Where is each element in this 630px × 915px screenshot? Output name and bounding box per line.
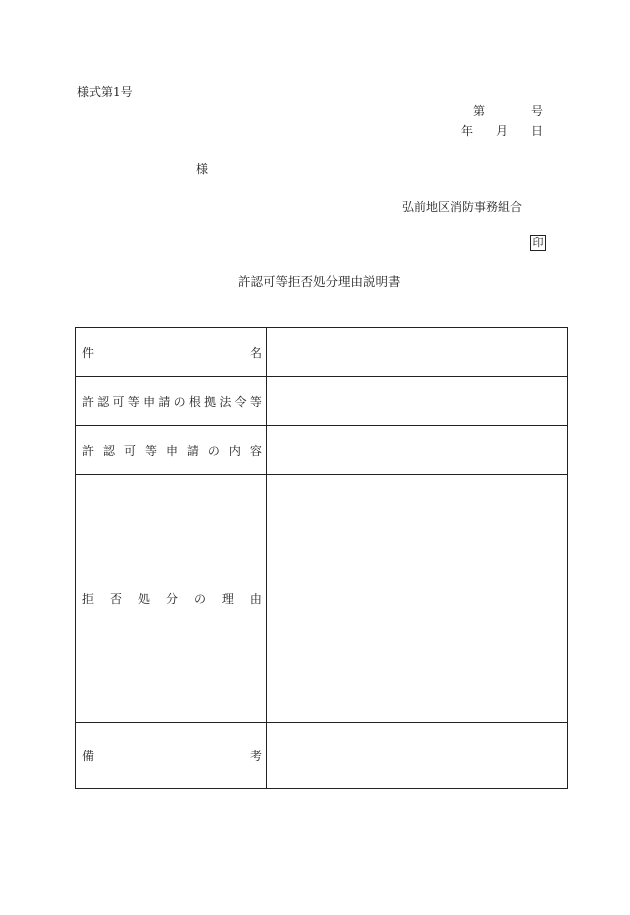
label-char: 許 [82, 394, 95, 409]
table-row-subject [76, 328, 568, 377]
row-label [76, 723, 267, 789]
label-char: 申 [165, 443, 178, 458]
row-label [76, 475, 267, 723]
form-number: 様式第1号 [77, 85, 133, 99]
document-number-prefix: 第 [473, 104, 486, 118]
document-number-suffix: 号 [530, 104, 543, 118]
document-title: 許認可等拒否処分理由説明書 [238, 274, 401, 289]
label-char: 等 [144, 443, 157, 458]
label-char: の [173, 394, 186, 409]
label-char: 容 [249, 443, 262, 458]
label-char: 認 [97, 394, 110, 409]
label-char: 分 [165, 592, 178, 606]
label-char: 否 [109, 592, 122, 606]
document-number [473, 104, 543, 118]
label-char: 等 [249, 394, 262, 409]
table-row-application-content [76, 426, 568, 475]
label-char: 請 [158, 394, 171, 409]
label-char: 考 [249, 749, 262, 763]
label-char: 令 [234, 394, 247, 409]
table-row-remarks [76, 723, 568, 789]
label-char: 拠 [204, 394, 217, 409]
label-char: 等 [127, 394, 140, 409]
label-char: 備 [82, 749, 95, 763]
sender-name: 弘前地区消防事務組合 [402, 200, 523, 214]
addressee-suffix: 様 [196, 162, 209, 176]
label-char: 申 [143, 394, 156, 409]
row-label [76, 426, 267, 475]
document-date [461, 124, 543, 138]
label-char: 根 [188, 394, 201, 409]
label-char: 可 [123, 443, 136, 458]
label-char: 由 [249, 592, 262, 606]
label-char: 請 [186, 443, 199, 458]
form-table [75, 327, 568, 789]
legal-basis-value-cell[interactable] [267, 377, 568, 426]
label-char: 許 [82, 443, 95, 458]
label-char: 件 [82, 345, 95, 360]
table-row-refusal-reason [76, 475, 568, 723]
label-char: 可 [112, 394, 125, 409]
row-label [76, 377, 267, 426]
label-char: の [207, 443, 220, 458]
label-char: 内 [228, 443, 241, 458]
label-char: 法 [219, 394, 232, 409]
row-label [76, 328, 267, 377]
label-char: の [193, 592, 206, 606]
label-char: 拒 [82, 592, 95, 606]
application-content-value-cell[interactable] [267, 426, 568, 475]
label-char: 理 [221, 592, 234, 606]
table-row-legal-basis [76, 377, 568, 426]
date-month: 月 [495, 124, 508, 138]
date-year: 年 [461, 124, 474, 138]
seal-mark: 印 [530, 235, 546, 251]
subject-value-cell[interactable] [267, 328, 568, 377]
label-char: 認 [102, 443, 115, 458]
label-char: 名 [249, 345, 262, 360]
refusal-reason-value-cell[interactable] [267, 475, 568, 723]
remarks-value-cell[interactable] [267, 723, 568, 789]
label-char: 処 [137, 592, 150, 606]
date-day: 日 [530, 124, 543, 138]
